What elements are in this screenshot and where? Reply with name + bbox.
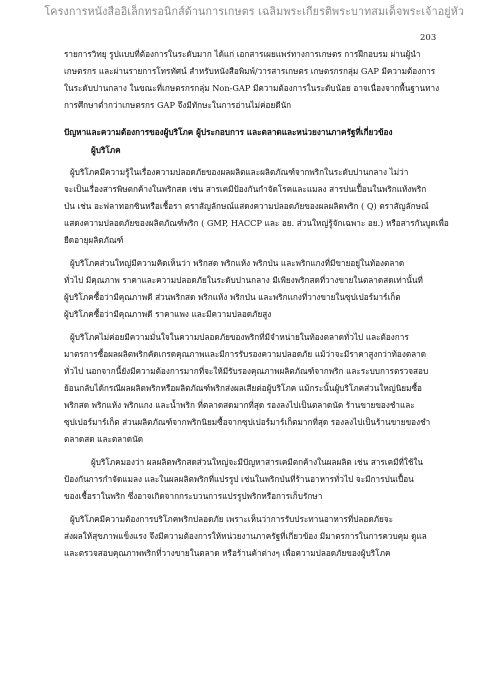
paragraph-line: ในระดับปานกลาง ในขณะที่เกษตรกรกลุ่ม Non-GAP มีความต้องการในระดับน้อย อาจเนื่องจากพื้นฐานทาง xyxy=(64,83,440,93)
paragraph-line: รายการวิทยุ รูปแบบที่ต้องการในระดับมาก ได้แก่ เอกสารเผยแพร่ทางการเกษตร การฝึกอบรม ผ่านผู้นำ xyxy=(64,49,421,59)
paragraph-line: ผู้บริโภคมีความรู้ในเรื่องความปลอดภัยของผลผลิตและผลิตภัณฑ์จากพริกในระดับปานกลาง ไม่ว่า xyxy=(70,167,409,177)
paragraph-line: ป้องกันการกำจัดแมลง และในผลผลิตพริกที่แปรรูป เช่นในพริกป่นที่ร้านอาหารทั่วไป จะมีการปนเปื้อน xyxy=(64,474,414,484)
subsection-heading: ผู้บริโภค xyxy=(91,145,121,155)
paragraph-line: ป่น เช่น อะฟลาทอกซินหรือเชื้อรา ตราสัญลักษณ์แสดงความปลอดภัยของผลผลิตพริก ( Q) ตราสัญลักษณ์ xyxy=(64,201,429,211)
paragraph-line: ทั่วไป มีคุณภาพ ราคาและความปลอดภัยในระดับปานกลาง มีเพียงพริกสดที่วางขายในตลาดสดเท่านั้นที่ xyxy=(64,275,423,285)
paragraph-line: ตลาดสด และตลาดนัด xyxy=(64,434,144,444)
paragraph-line: ซุปเปอร์มาร์เก็ต ส่วนผลิตภัณฑ์จากพริกนิยมซื้อจากซุปเปอร์มาร์เก็ตมากที่สุด รองลงไปเป็นร้านขายของชำ xyxy=(64,417,431,427)
paragraph-line: ผู้บริโภคมีความต้องการบริโภคพริกปลอดภัย เพราะเห็นว่าการรับประทานอาหารที่ปลอดภัยจะ xyxy=(70,514,394,524)
paragraph-line: พริกสด พริกแห้ง พริกแกง และน้ำพริก ที่ตลาดสดมากที่สุด รองลงไปเป็นตลาดนัด ร้านขายของชำและ xyxy=(64,400,415,410)
paragraph-line: ทั่วไป นอกจากนี้ยังมีความต้องการมากที่จะให้มีรับรองคุณภาพผลิตภัณฑ์จากพริก และระบบการตรวจสอบ xyxy=(64,366,429,376)
paragraph-line: ผู้บริโภคไม่ค่อยมีความมั่นใจในความปลอดภัยของพริกที่มีจำหน่ายในท้องตลาดทั่วไป และต้องการ xyxy=(70,332,409,342)
paragraph-line: เกษตรกร และผ่านรายการโทรทัศน์ สำหรับหนังสือพิมพ์/วารสารเกษตร เกษตรกรกลุ่ม GAP มีความต้องการ xyxy=(64,66,436,76)
paragraph-line: ผู้บริโภคซื้อว่ามีคุณภาพดี ส่วนพริกสด พริกแห้ง พริกป่น และพริกแกงที่วางขายในซุปเปอร์มาร์เก็ต xyxy=(64,292,401,302)
paragraph-line: การศึกษาต่ำกว่าเกษตรกร GAP จึงมีทักษะในการอ่านไม่ค่อยดีนัก xyxy=(64,100,292,110)
paragraph-line: และตรวจสอบคุณภาพพริกที่วางขายในตลาด หรือร้านค้าต่างๆ เพื่อความปลอดภัยของผู้บริโภค xyxy=(64,548,391,558)
section-heading: ปัญหาและความต้องการของผู้บริโภค ผู้ประกอบการ และตลาดและหน่วยงานภาครัฐที่เกี่ยวข้อง xyxy=(64,127,393,137)
paragraph-line: ของเชื้อราในพริก ซึ่งอาจเกิดจากกระบวนการแปรรูปพริกหรือการเก็บรักษา xyxy=(64,491,323,501)
paragraph-line: แสดงความปลอดภัยของผลิตภัณฑ์พริก ( GMP, HACCP และ อย. ส่วนใหญ่รู้จักเฉพาะ อย.) หรือสารกันบูดเพื่อ xyxy=(64,218,449,228)
page-number: 203 xyxy=(420,33,437,43)
paragraph-line: ผู้บริโภคมองว่า ผลผลิตพริกสดส่วนใหญ่จะมีปัญหาสารเคมีตกค้างในผลผลิต เช่น สารเคมีที่ใช้ใน xyxy=(91,457,424,467)
paragraph-line: ผู้บริโภคซื้อว่ามีคุณภาพดี ราคาแพง และมีความปลอดภัยสูง xyxy=(64,309,272,319)
paragraph-line: ยืดอายุผลิตภัณฑ์ xyxy=(64,235,124,245)
paragraph-line: ผู้บริโภคส่วนใหญ่มีความคิดเห็นว่า พริกสด พริกแห้ง พริกป่น และพริกแกงที่มีขายอยู่ในท้องตลาด xyxy=(70,258,405,268)
paragraph-line: มาตรการซื้อผลผลิตพริกคัดเกรดคุณภาพและมีการรับรองความปลอดภัย แม้ว่าจะมีราคาสูงกว่าท้องตลาด xyxy=(64,349,427,359)
paragraph-line: ย้อนกลับได้กรณีผลผลิตพริกหรือผลิตภัณฑ์พริกส่งผลเสียต่อผู้บริโภค แม้กระนั้นผู้บริโภคส่วนใหญ่นิยมซื้อ xyxy=(64,383,422,393)
running-header: โครงการหนังสืออิเล็กทรอนิกส์ด้านการเกษตร เฉลิมพระเกียรติพระบาทสมเด็จพระเจ้าอยู่หัว xyxy=(44,5,465,18)
paragraph-line: ส่งผลให้สุขภาพแข็งแรง จึงมีความต้องการให้หน่วยงานภาครัฐที่เกี่ยวข้อง มีมาตรการในการควบคุม ดูแล xyxy=(64,531,427,541)
paragraph-line: จะเป็นเรื่องสารพิษตกค้างในพริกสด เช่น สารเคมีป้องกันกำจัดโรคและแมลง สารปนเปื้อนในพริกแห้งพริก xyxy=(64,184,427,194)
